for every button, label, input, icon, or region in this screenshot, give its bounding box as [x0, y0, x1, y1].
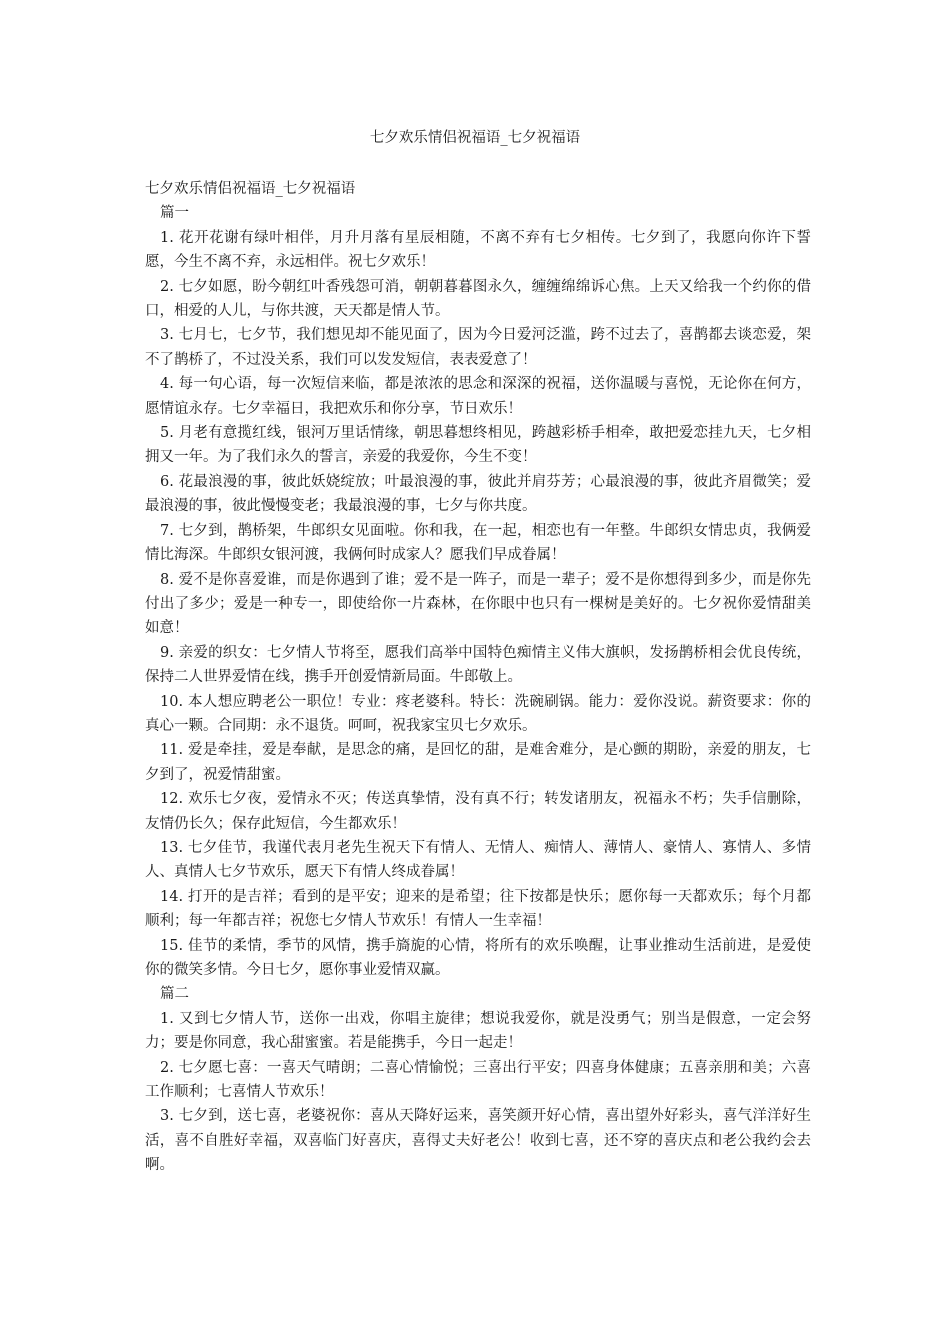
paragraph: 8. 爱不是你喜爱谁，而是你遇到了谁；爱不是一阵子，而是一辈子；爱不是你想得到多少，而是你先付出了多少；爱是一种专一，即使给你一片森林，在你眼中也只有一棵树是美好的。七夕祝你爱情甜美如意！: [145, 571, 811, 637]
document-body: [145, 177, 811, 1178]
paragraph: 5. 月老有意揽红线，银河万里话情缘，朝思暮想终相见，跨越彩桥手相牵，敢把爱恋挂九天，七夕相拥又一年。为了我们永久的誓言，亲爱的我爱你，今生不变！: [145, 425, 811, 466]
paragraph: 14. 打开的是吉祥；看到的是平安；迎来的是希望；往下按都是快乐；愿你每一天都欢乐；每个月都顺利；每一年都吉祥；祝您七夕情人节欢乐！有情人一生幸福！: [145, 888, 811, 930]
section-heading-part-one: 篇一: [160, 205, 189, 222]
paragraph: 1. 花开花谢有绿叶相伴，月升月落有星辰相随，不离不弃有七夕相传。七夕到了，我愿向你许下誓愿，今生不离不弃，永远相伴。祝七夕欢乐！: [145, 229, 811, 271]
section-heading-part-two: 篇二: [160, 986, 189, 1003]
paragraph: 2. 七夕如愿，盼今朝红叶香残怨可消，朝朝暮暮图永久，缠缠绵绵诉心焦。上天又给我一个约你的借口，相爱的人儿，与你共渡，天天都是情人节。: [145, 278, 811, 320]
paragraph: 7. 七夕到，鹊桥架，牛郎织女见面啦。你和我，在一起，相恋也有一年整。牛郎织女情忠贞，我俩爱情比海深。牛郎织女银河渡，我俩何时成家人？愿我们早成眷属！: [145, 522, 811, 564]
article-heading: 七夕欢乐情侣祝福语_七夕祝福语: [145, 181, 356, 197]
paragraph: 13. 七夕佳节，我谨代表月老先生祝天下有情人、无情人、痴情人、薄情人、豪情人、寡情人、多情人、真情人七夕节欢乐，愿天下有情人终成眷属！: [145, 839, 811, 881]
paragraph: 12. 欢乐七夕夜，爱情永不灭；传送真挚情，没有真不行；转发诸朋友，祝福永不朽；失手信删除，友情仍长久；保存此短信，今生都欢乐！: [145, 791, 811, 832]
paragraph: 3. 七夕到，送七喜，老婆祝你：喜从天降好运来，喜笑颜开好心情，喜出望外好彩头，喜气洋洋好生活，喜不自胜好幸福，双喜临门好喜庆，喜得丈夫好老公！收到七喜，还不穿的喜庆点和老公我约会去啊。: [145, 1108, 811, 1174]
paragraph: 15. 佳节的柔情，季节的风情，携手旖旎的心情，将所有的欢乐唤醒，让事业推动生活前进，是爱使你的微笑多情。今日七夕，愿你事业爱情双赢。: [145, 937, 811, 978]
paragraph: 2. 七夕愿七喜：一喜天气晴朗；二喜心情愉悦；三喜出行平安；四喜身体健康；五喜亲朋和美；六喜工作顺利；七喜情人节欢乐！: [145, 1059, 811, 1101]
paragraph: 9. 亲爱的织女：七夕情人节将至，愿我们高举中国特色痴情主义伟大旗帜，发扬鹊桥相会优良传统，保持二人世界爱情在线，携手开创爱情新局面。牛郎敬上。: [145, 644, 811, 686]
paragraph: 1. 又到七夕情人节，送你一出戏，你唱主旋律；想说我爱你，就是没勇气；别当是假意，一定会努力；要是你同意，我心甜蜜蜜。若是能携手，今日一起走！: [145, 1010, 811, 1052]
paragraph: 4. 每一句心语，每一次短信来临，都是浓浓的思念和深深的祝福，送你温暖与喜悦，无论你在何方，愿情谊永存。七夕幸福日，我把欢乐和你分享，节日欢乐！: [145, 376, 811, 417]
paragraph: 6. 花最浪漫的事，彼此妖娆绽放；叶最浪漫的事，彼此并肩芬芳；心最浪漫的事，彼此齐眉微笑；爱最浪漫的事，彼此慢慢变老；我最浪漫的事，七夕与你共度。: [145, 473, 811, 515]
paragraph: 10. 本人想应聘老公一职位！专业：疼老婆科。特长：洗碗刷锅。能力：爱你没说。薪资要求：你的真心一颗。合同期：永不退货。呵呵，祝我家宝贝七夕欢乐。: [145, 693, 811, 734]
paragraph: 3. 七月七，七夕节，我们想见却不能见面了，因为今日爱河泛滥，跨不过去了，喜鹊都去谈恋爱，架不了鹊桥了，不过没关系，我们可以发发短信，表表爱意了！: [145, 327, 811, 368]
paragraph: 11. 爱是牵挂，爱是奉献，是思念的痛，是回忆的甜，是难舍难分，是心颤的期盼，亲爱的朋友，七夕到了，祝爱情甜蜜。: [145, 742, 811, 783]
document-title: 七夕欢乐情侣祝福语_七夕祝福语: [369, 130, 581, 146]
